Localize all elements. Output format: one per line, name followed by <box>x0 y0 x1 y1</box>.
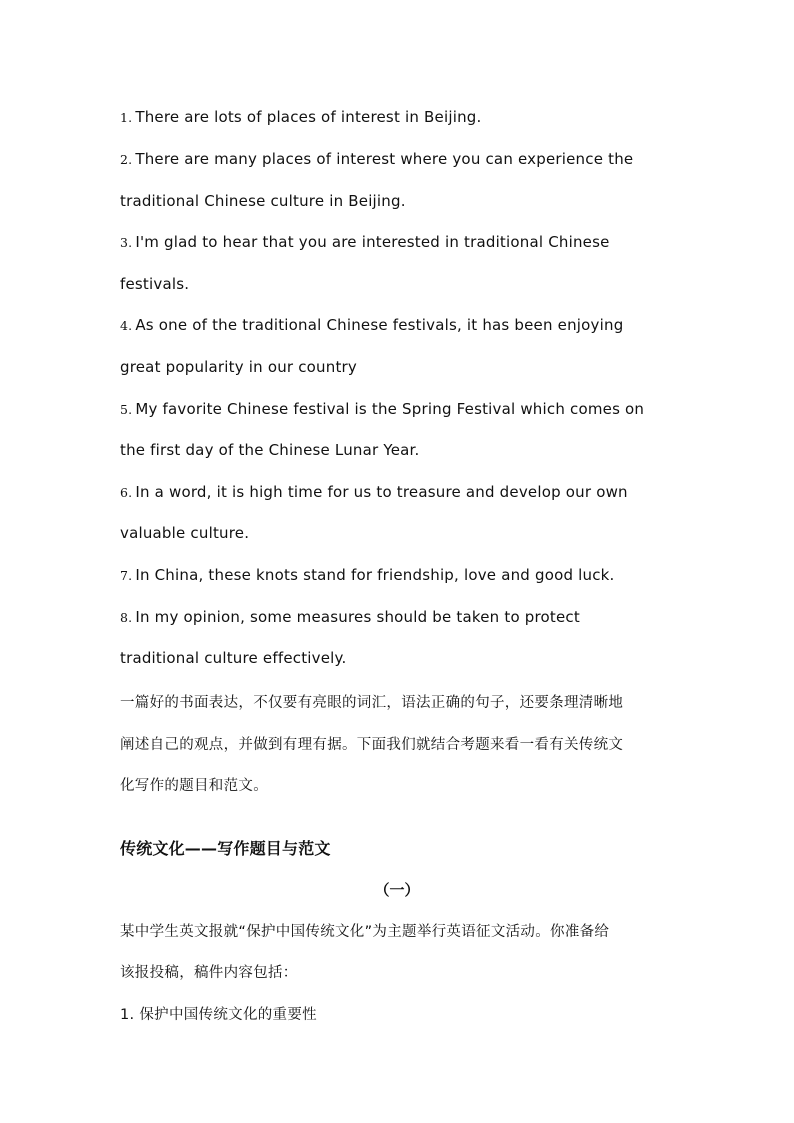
sentence-8-continued: traditional culture effectively. <box>120 649 347 667</box>
sentence-3 <box>120 233 610 251</box>
sentence-5 <box>120 400 644 418</box>
sentence-5-continued: the first day of the Chinese Lunar Year. <box>120 441 420 459</box>
sentence-text: There are lots of places of interest in Beijing. <box>135 108 482 126</box>
sentence-number: 4. <box>120 318 133 333</box>
sentence-number: 1. <box>120 110 133 125</box>
sentence-7 <box>120 566 615 584</box>
sentence-text: My favorite Chinese festival is the Spring Festival which comes on <box>135 400 645 418</box>
sentence-text: I'm glad to hear that you are interested in traditional Chinese <box>135 233 610 251</box>
sentence-4-continued: great popularity in our country <box>120 358 358 376</box>
sentence-text: There are many places of interest where you can experience the <box>135 150 634 168</box>
requirement-item: 1. 保护中国传统文化的重要性 <box>120 1007 317 1023</box>
sentence-6-continued: valuable culture. <box>120 524 250 542</box>
subsection-marker: （一） <box>374 881 420 899</box>
intro-paragraph-line: 一篇好的书面表达，不仅要有亮眼的词汇，语法正确的句子，还要条理清晰地 <box>120 695 624 711</box>
sentence-number: 6. <box>120 485 133 500</box>
sentence-number: 7. <box>120 568 133 583</box>
sentence-2 <box>120 150 633 168</box>
prompt-line: 某中学生英文报就“保护中国传统文化”为主题举行英语征文活动。你准备给 <box>120 924 610 940</box>
sentence-text: In China, these knots stand for friendship, love and good luck. <box>135 566 615 584</box>
prompt-line: 该报投稿，稿件内容包括： <box>120 965 298 981</box>
sentence-3-continued: festivals. <box>120 275 190 293</box>
sentence-4 <box>120 316 623 334</box>
sentence-number: 2. <box>120 152 133 167</box>
sentence-8 <box>120 608 580 626</box>
sentence-text: As one of the traditional Chinese festivals, it has been enjoying <box>135 316 624 334</box>
sentence-number: 5. <box>120 402 133 417</box>
sentence-2-continued: traditional Chinese culture in Beijing. <box>120 192 406 210</box>
sentence-1 <box>120 108 481 126</box>
sentence-text: In my opinion, some measures should be taken to protect <box>135 608 580 626</box>
intro-paragraph-line: 化写作的题目和范文。 <box>120 778 268 794</box>
section-heading: 传统文化——写作题目与范文 <box>120 839 331 858</box>
sentence-number: 8. <box>120 610 133 625</box>
sentence-number: 3. <box>120 235 133 250</box>
sentence-6 <box>120 483 628 501</box>
intro-paragraph-line: 阐述自己的观点，并做到有理有据。下面我们就结合考题来看一看有关传统文 <box>120 737 624 753</box>
sentence-text: In a word, it is high time for us to treasure and develop our own <box>135 483 628 501</box>
